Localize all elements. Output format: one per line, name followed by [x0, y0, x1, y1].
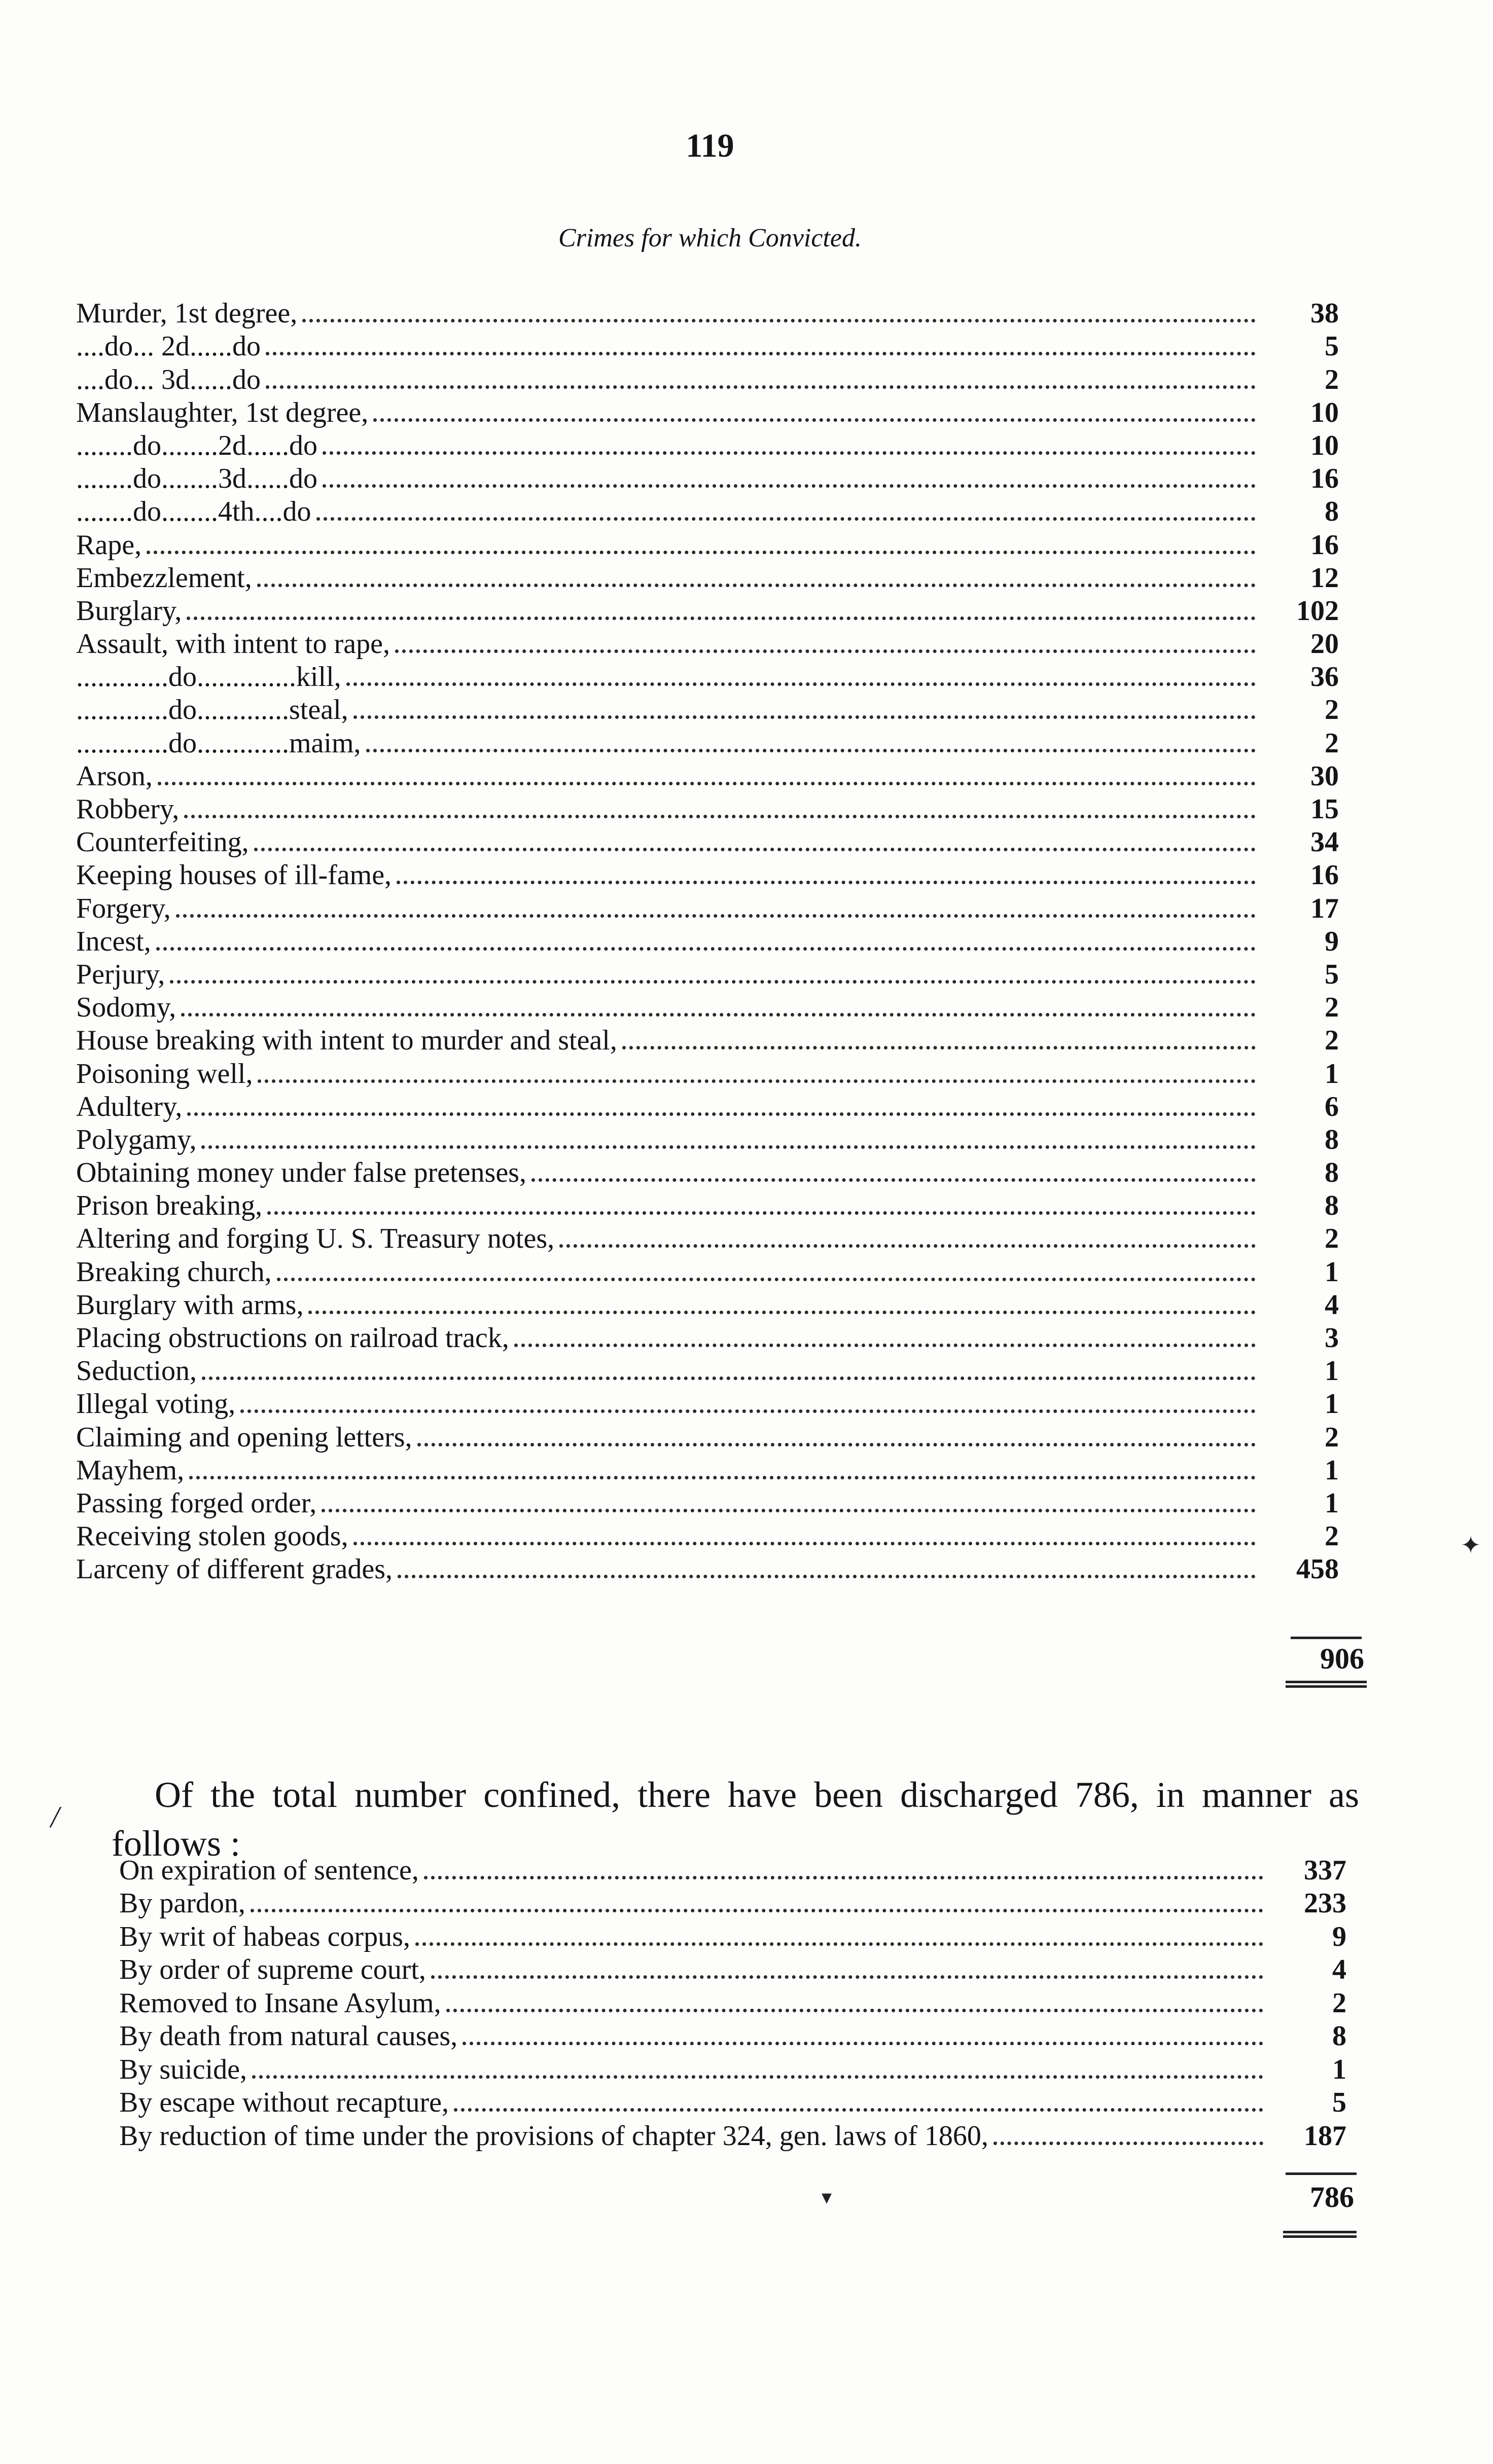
table-row [76, 1552, 1339, 1585]
dot-leader [353, 715, 1256, 719]
dot-leader [398, 1575, 1256, 1578]
crime-count: 1 [1325, 1256, 1339, 1288]
discharges-total: 786 [1310, 2181, 1354, 2214]
total-rule [1286, 2172, 1357, 2175]
table-row [76, 958, 1339, 991]
dot-leader [366, 749, 1256, 752]
crime-label: Obtaining money under false pretenses, [76, 1157, 526, 1189]
crime-count: 2 [1325, 1520, 1339, 1552]
dot-leader [202, 1376, 1256, 1380]
crime-count: 16 [1310, 529, 1339, 561]
table-row [76, 1487, 1339, 1519]
discharge-count: 9 [1332, 1921, 1346, 1952]
dot-leader [463, 2042, 1263, 2045]
dot-leader [187, 1112, 1256, 1116]
crime-count: 10 [1310, 396, 1339, 428]
table-row [76, 528, 1339, 561]
table-row [76, 693, 1339, 726]
table-row [76, 991, 1339, 1024]
crime-count: 1 [1325, 1487, 1339, 1519]
crime-count: 2 [1325, 1223, 1339, 1255]
dot-leader [397, 881, 1256, 884]
table-row [76, 396, 1339, 429]
crime-label: Breaking church, [76, 1256, 272, 1288]
dot-leader [251, 1909, 1263, 1912]
table-row [76, 1288, 1339, 1321]
table-row [76, 1321, 1339, 1354]
table-row [76, 330, 1339, 363]
dot-leader [266, 352, 1256, 355]
dot-leader [373, 418, 1256, 422]
dot-leader [254, 848, 1256, 851]
discharges-table [119, 1853, 1346, 2152]
dot-leader [514, 1344, 1256, 1347]
table-row [76, 594, 1339, 627]
table-row [76, 726, 1339, 759]
crime-count: 2 [1325, 992, 1339, 1024]
crime-label: Seduction, [76, 1355, 197, 1387]
crime-label: Altering and forging U. S. Treasury notes, [76, 1223, 555, 1255]
double-rule [1283, 2231, 1357, 2238]
discharge-count: 4 [1332, 1954, 1346, 1985]
crime-label: Forgery, [76, 892, 171, 924]
crimes-total: 906 [1320, 1642, 1364, 1675]
crime-count: 1 [1325, 1058, 1339, 1090]
dot-leader [322, 1509, 1256, 1512]
crime-count: 2 [1325, 694, 1339, 726]
dot-leader [323, 484, 1256, 488]
dot-leader [316, 517, 1256, 521]
table-row [119, 1853, 1346, 1887]
crime-label: Murder, 1st degree, [76, 298, 298, 330]
dot-leader [446, 2009, 1263, 2012]
table-row [76, 1090, 1339, 1123]
crime-label: Prison breaking, [76, 1190, 263, 1222]
dot-leader [240, 1409, 1256, 1413]
margin-stroke: / [51, 1800, 59, 1834]
crime-label: Manslaughter, 1st degree, [76, 396, 369, 428]
discharge-label: By writ of habeas corpus, [119, 1921, 410, 1952]
crime-count: 9 [1325, 925, 1339, 957]
crime-count: 2 [1325, 364, 1339, 395]
dot-leader [156, 947, 1256, 951]
dot-leader [323, 451, 1256, 455]
crime-label: Embezzlement, [76, 562, 252, 594]
crime-label: Polygamy, [76, 1124, 197, 1155]
table-row [76, 1454, 1339, 1487]
table-row [76, 429, 1339, 462]
dot-leader [266, 385, 1256, 389]
discharge-count: 233 [1304, 1888, 1346, 1919]
total-rule [1291, 1637, 1362, 1639]
crime-label: Claiming and opening letters, [76, 1421, 412, 1453]
crime-label: Burglary, [76, 595, 182, 627]
table-row [76, 1420, 1339, 1453]
ink-speck: ✦ [1461, 1532, 1481, 1559]
crime-count: 1 [1325, 1388, 1339, 1420]
table-row [76, 627, 1339, 660]
table-row [119, 1919, 1346, 1953]
table-row [76, 297, 1339, 330]
table-row [119, 1953, 1346, 1986]
crime-label: Passing forged order, [76, 1487, 317, 1519]
discharge-paragraph: Of the total number confined, there have been discharged 786, in manner as follows : [112, 1774, 1359, 1864]
discharge-label: By order of supreme court, [119, 1954, 426, 1985]
dot-leader [258, 1079, 1256, 1083]
table-row [76, 1024, 1339, 1057]
discharge-count: 337 [1304, 1854, 1346, 1886]
crime-label: ....do... 2d......do [76, 331, 261, 363]
dot-leader [257, 584, 1256, 587]
table-row [76, 1519, 1339, 1552]
section-title: Crimes for which Convicted. [558, 224, 862, 252]
crime-count: 8 [1325, 1157, 1339, 1189]
crime-label: ....do... 3d......do [76, 364, 261, 395]
dot-leader [201, 1145, 1256, 1149]
crime-count: 17 [1310, 892, 1339, 924]
crime-count: 3 [1325, 1322, 1339, 1354]
table-row [76, 1057, 1339, 1090]
table-row [76, 1387, 1339, 1420]
dot-leader [252, 2075, 1263, 2079]
table-row [76, 462, 1339, 495]
page-number: 119 [686, 127, 734, 164]
table-row [76, 1189, 1339, 1222]
dot-leader [622, 1046, 1256, 1049]
double-rule [1286, 1681, 1367, 1688]
table-row [76, 495, 1339, 528]
crime-count: 34 [1310, 826, 1339, 858]
crime-count: 16 [1310, 859, 1339, 891]
crime-label: ........do........3d......do [76, 463, 317, 495]
dot-leader [993, 2142, 1263, 2145]
crime-label: Arson, [76, 760, 153, 792]
dot-leader [424, 1876, 1263, 1879]
dot-leader [531, 1178, 1256, 1182]
crime-label: Keeping houses of ill-fame, [76, 859, 392, 891]
crime-count: 12 [1310, 562, 1339, 594]
dot-leader [454, 2108, 1263, 2112]
crime-count: 2 [1325, 1025, 1339, 1057]
table-row [119, 2119, 1346, 2152]
discharge-label: On expiration of sentence, [119, 1854, 419, 1886]
dot-leader [181, 1013, 1256, 1017]
dot-leader [308, 1311, 1256, 1314]
discharge-count: 5 [1332, 2087, 1346, 2118]
crime-count: 36 [1310, 661, 1339, 693]
table-row [76, 1123, 1339, 1156]
crime-label: Burglary with arms, [76, 1289, 304, 1321]
table-row [76, 825, 1339, 858]
dot-leader [187, 617, 1256, 620]
discharge-count: 8 [1332, 2020, 1346, 2052]
dot-leader [431, 1975, 1263, 1979]
discharge-count: 2 [1332, 1987, 1346, 2019]
crime-label: Larceny of different grades, [76, 1553, 393, 1585]
table-row [119, 2086, 1346, 2119]
crime-count: 8 [1325, 1124, 1339, 1155]
table-row [119, 1887, 1346, 1920]
dot-leader [417, 1443, 1256, 1446]
discharge-label: By death from natural causes, [119, 2020, 458, 2052]
table-row [76, 363, 1339, 395]
crime-label: .............do.............steal, [76, 694, 348, 726]
table-row [76, 925, 1339, 958]
dot-leader [277, 1278, 1256, 1281]
crime-count: 10 [1310, 429, 1339, 461]
dot-leader [170, 980, 1256, 984]
table-row [76, 759, 1339, 792]
crime-label: House breaking with intent to murder and steal, [76, 1025, 617, 1057]
table-row [76, 891, 1339, 924]
crime-label: Illegal voting, [76, 1388, 236, 1420]
table-row [76, 1354, 1339, 1387]
crime-count: 2 [1325, 1421, 1339, 1453]
crime-count: 16 [1310, 463, 1339, 495]
crime-count: 458 [1296, 1553, 1339, 1585]
crime-label: Poisoning well, [76, 1058, 253, 1090]
crime-label: Incest, [76, 925, 151, 957]
table-row [76, 561, 1339, 594]
crime-label: Mayhem, [76, 1454, 185, 1486]
discharge-label: By suicide, [119, 2053, 247, 2085]
dot-leader [176, 914, 1256, 918]
crime-count: 38 [1310, 298, 1339, 330]
crime-count: 4 [1325, 1289, 1339, 1321]
crime-label: Counterfeiting, [76, 826, 249, 858]
crime-count: 102 [1296, 595, 1339, 627]
crime-label: .............do..............kill, [76, 661, 341, 693]
crime-count: 5 [1325, 331, 1339, 363]
table-row [76, 1222, 1339, 1255]
dot-leader [184, 815, 1256, 818]
crime-label: Rape, [76, 529, 142, 561]
dot-leader [353, 1542, 1256, 1545]
discharge-label: By reduction of time under the provisions of chapter 324, gen. laws of 1860, [119, 2120, 988, 2152]
ink-speck: ▾ [822, 2186, 832, 2208]
crime-label: ........do........4th....do [76, 496, 311, 528]
discharge-label: By pardon, [119, 1888, 245, 1919]
discharge-label: By escape without recapture, [119, 2087, 449, 2118]
discharge-count: 1 [1332, 2053, 1346, 2085]
table-row [119, 1986, 1346, 2019]
crime-label: Assault, with intent to rape, [76, 628, 390, 660]
dot-leader [395, 649, 1256, 653]
dot-leader [415, 1942, 1263, 1946]
crime-count: 2 [1325, 727, 1339, 759]
crime-label: .............do.............maim, [76, 727, 361, 759]
dot-leader [158, 782, 1256, 785]
crime-count: 1 [1325, 1454, 1339, 1486]
crime-label: Sodomy, [76, 992, 176, 1024]
crime-label: Placing obstructions on railroad track, [76, 1322, 509, 1354]
crime-count: 1 [1325, 1355, 1339, 1387]
table-row [119, 2052, 1346, 2086]
crime-count: 8 [1325, 496, 1339, 528]
crime-label: ........do........2d......do [76, 429, 317, 461]
table-row [76, 1255, 1339, 1288]
discharge-label: Removed to Insane Asylum, [119, 1987, 441, 2019]
crime-count: 15 [1310, 793, 1339, 825]
table-row [76, 1156, 1339, 1189]
crime-count: 8 [1325, 1190, 1339, 1222]
table-row [76, 858, 1339, 891]
dot-leader [147, 551, 1256, 554]
crime-count: 30 [1310, 760, 1339, 792]
crime-label: Perjury, [76, 958, 165, 990]
dot-leader [302, 319, 1256, 322]
dot-leader [267, 1211, 1256, 1215]
dot-leader [346, 682, 1256, 686]
table-row [76, 792, 1339, 825]
crime-count: 5 [1325, 958, 1339, 990]
crimes-table [76, 297, 1339, 1585]
crime-label: Adultery, [76, 1091, 183, 1122]
dot-leader [189, 1476, 1256, 1479]
dot-leader [559, 1244, 1256, 1248]
crime-label: Receiving stolen goods, [76, 1520, 348, 1552]
table-row [76, 660, 1339, 693]
table-row [119, 2019, 1346, 2053]
crime-count: 6 [1325, 1091, 1339, 1122]
crime-count: 20 [1310, 628, 1339, 660]
discharge-count: 187 [1304, 2120, 1346, 2152]
crime-label: Robbery, [76, 793, 180, 825]
